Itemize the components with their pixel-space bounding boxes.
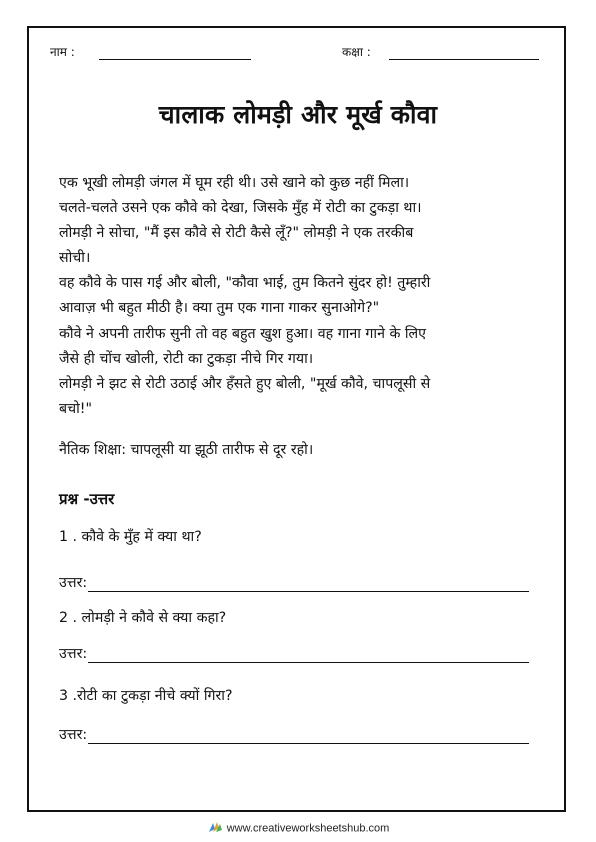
answer-3[interactable] <box>59 725 529 744</box>
question-3: 3 .रोटी का टुकड़ा नीचे क्यों गिरा? <box>59 688 233 704</box>
question-2: 2 . लोमड़ी ने कौवे से क्या कहा? <box>59 610 227 626</box>
story-text <box>59 171 539 422</box>
answer-2[interactable] <box>59 644 529 663</box>
story-line: कौवे ने अपनी तारीफ सुनी तो वह बहुत खुश हुआ। वह गाना गाने के लिए <box>59 325 427 342</box>
story-line: लोमड़ी ने सोचा, "मैं इस कौवे से रोटी कैसे लूँ?" लोमड़ी ने एक तरकीब <box>59 225 414 242</box>
website-link[interactable]: www.creativeworksheetshub.com <box>226 822 390 835</box>
answer-label: उत्तर: <box>59 727 88 743</box>
footer <box>0 820 596 837</box>
class-field <box>342 43 539 60</box>
story-line: आवाज़ भी बहुत मीठी है। क्या तुम एक गाना गाकर सुनाओगे?" <box>59 300 380 317</box>
moral-text: नैतिक शिक्षा: चापलूसी या झूठी तारीफ से दूर रहो। <box>59 442 314 458</box>
name-field <box>50 43 251 60</box>
answer-label: उत्तर: <box>59 646 88 662</box>
question-1: 1 . कौवे के मुँह में क्या था? <box>59 529 202 545</box>
page-title: चालाक लोमड़ी और मूर्ख कौवा <box>158 100 438 129</box>
story-line: चलते-चलते उसने एक कौवे को देखा, जिसके मुँह में रोटी का टुकड़ा था। <box>59 200 422 217</box>
answer-line[interactable] <box>88 729 529 744</box>
story-line: लोमड़ी ने झट से रोटी उठाई और हँसते हुए बोली, "मूर्ख कौवे, चापलूसी से <box>59 375 431 392</box>
story-line: वह कौवे के पास गई और बोली, "कौवा भाई, तुम कितने सुंदर हो! तुम्हारी <box>59 275 431 292</box>
story-line: जैसे ही चोंच खोली, रोटी का टुकड़ा नीचे गिर गया। <box>59 350 314 367</box>
story-line: सोची। <box>59 250 91 267</box>
answer-line[interactable] <box>88 577 529 592</box>
palette-logo-icon <box>207 820 223 837</box>
name-label: नाम : <box>50 45 75 59</box>
answer-line[interactable] <box>88 648 529 663</box>
story-line: एक भूखी लोमड़ी जंगल में घूम रही थी। उसे खाने को कुछ नहीं मिला। <box>59 175 410 191</box>
class-blank-line <box>389 47 539 60</box>
class-label: कक्षा : <box>342 45 371 59</box>
qa-heading: प्रश्न -उत्तर <box>59 490 115 508</box>
answer-1[interactable] <box>59 573 529 592</box>
story-line: बचो!" <box>59 400 92 417</box>
answer-label: उत्तर: <box>59 575 88 591</box>
name-blank-line <box>99 47 251 60</box>
